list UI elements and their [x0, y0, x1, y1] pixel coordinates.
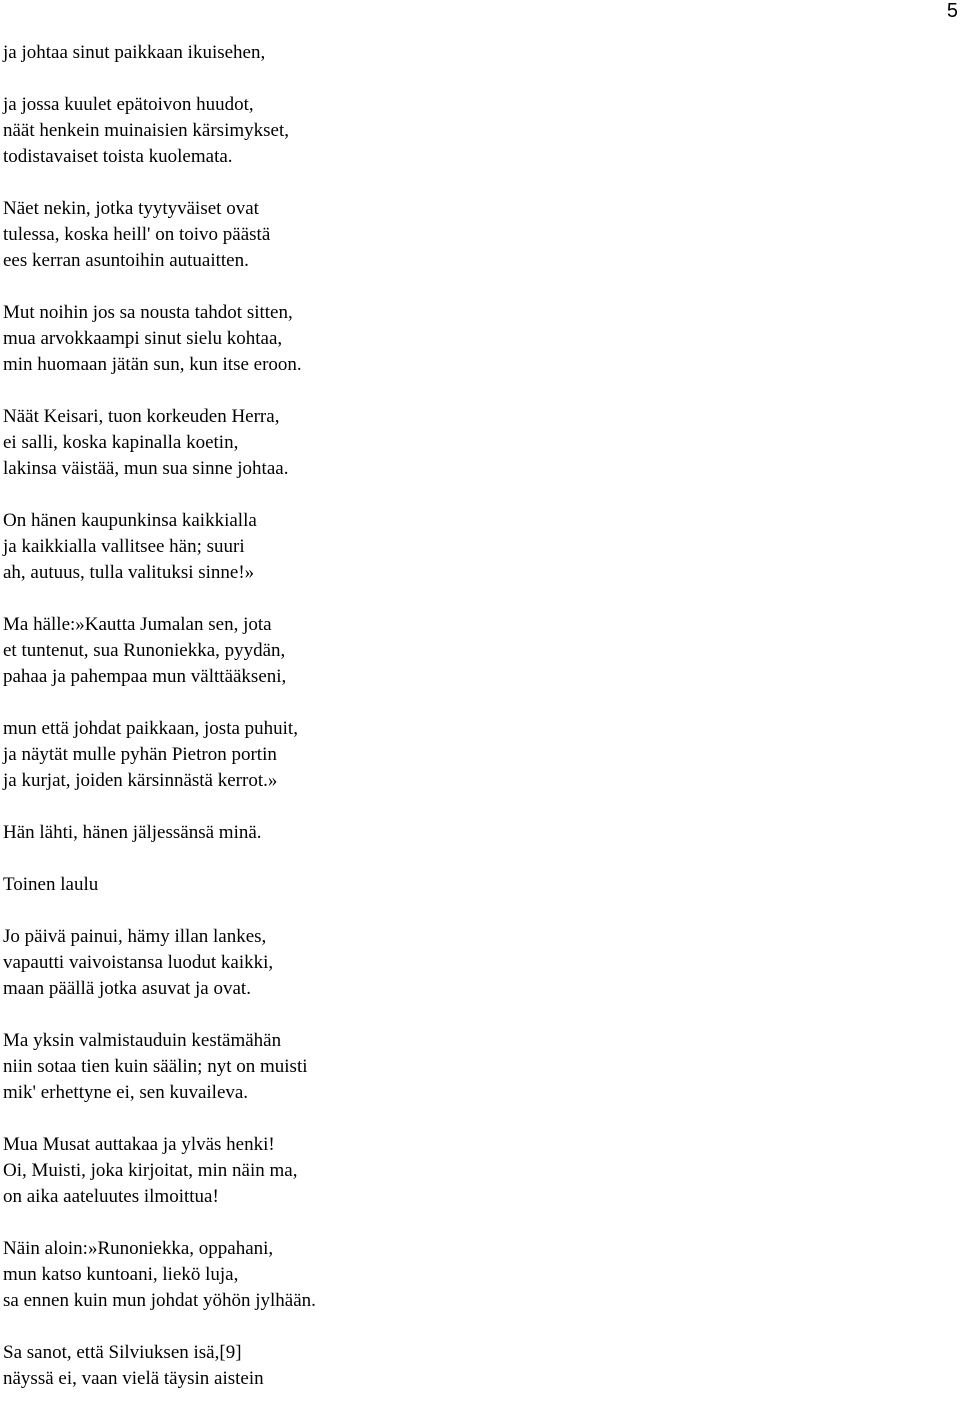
poem-line: ja kaikkialla vallitsee hän; suuri — [3, 536, 245, 557]
stanza — [3, 300, 903, 378]
poem-line: Näät Keisari, tuon korkeuden Herra, — [3, 406, 280, 427]
poem-line: Ma hälle:»Kautta Jumalan sen, jota — [3, 614, 272, 635]
poem-line: ees kerran asuntoihin autuaitten. — [3, 250, 249, 271]
stanza — [3, 196, 903, 274]
poem-line: Hän lähti, hänen jäljessänsä minä. — [3, 822, 262, 843]
stanza — [3, 1340, 903, 1392]
poem-line: todistavaiset toista kuolemata. — [3, 146, 233, 167]
poem-line: pahaa ja pahempaa mun välttääkseni, — [3, 666, 287, 687]
poem-line: et tuntenut, sua Runoniekka, pyydän, — [3, 640, 286, 661]
poem-line: Mua Musat auttakaa ja ylväs henki! — [3, 1134, 275, 1155]
poem-line: sa ennen kuin mun johdat yöhön jylhään. — [3, 1290, 316, 1311]
stanza — [3, 508, 903, 586]
poem-line: Toinen laulu — [3, 874, 99, 895]
poem-line: lakinsa väistää, mun sua sinne johtaa. — [3, 458, 289, 479]
poem-line: mun katso kuntoani, liekö luja, — [3, 1264, 239, 1285]
poem-line: niin sotaa tien kuin säälin; nyt on muisti — [3, 1056, 308, 1077]
stanza — [3, 872, 903, 898]
poem-line: Sa sanot, että Silviuksen isä,[9] — [3, 1342, 242, 1363]
stanza — [3, 1236, 903, 1314]
poem-line: ja näytät mulle pyhän Pietron portin — [3, 744, 277, 765]
poem-line: näyssä ei, vaan vielä täysin aistein — [3, 1368, 264, 1389]
poem-line: Ma yksin valmistauduin kestämähän — [3, 1030, 282, 1051]
poem-line: On hänen kaupunkinsa kaikkialla — [3, 510, 257, 531]
poem-line: on aika aateluutes ilmoittua! — [3, 1186, 219, 1207]
stanza — [3, 40, 903, 66]
poem-line: ja jossa kuulet epätoivon huudot, — [3, 94, 254, 115]
poem-line: Jo päivä painui, hämy illan lankes, — [3, 926, 267, 947]
poem-line: maan päällä jotka asuvat ja ovat. — [3, 978, 251, 999]
poem-line: ja johtaa sinut paikkaan ikuisehen, — [3, 42, 266, 63]
poem-line: ei salli, koska kapinalla koetin, — [3, 432, 239, 453]
page-number: 5 — [946, 0, 958, 22]
stanza — [3, 1132, 903, 1210]
poem-line: Mut noihin jos sa nousta tahdot sitten, — [3, 302, 293, 323]
stanza — [3, 404, 903, 482]
stanza — [3, 612, 903, 690]
poem-line: ah, autuus, tulla valituksi sinne!» — [3, 562, 255, 583]
poem-line: Näin aloin:»Runoniekka, oppahani, — [3, 1238, 274, 1259]
poem-line: näät henkein muinaisien kärsimykset, — [3, 120, 289, 141]
poem-text — [3, 40, 903, 1418]
stanza — [3, 820, 903, 846]
poem-line: tulessa, koska heill' on toivo päästä — [3, 224, 271, 245]
stanza — [3, 924, 903, 1002]
poem-line: ja kurjat, joiden kärsinnästä kerrot.» — [3, 770, 278, 791]
stanza — [3, 92, 903, 170]
poem-line: Näet nekin, jotka tyytyväiset ovat — [3, 198, 259, 219]
poem-line: vapautti vaivoistansa luodut kaikki, — [3, 952, 274, 973]
poem-line: mun että johdat paikkaan, josta puhuit, — [3, 718, 298, 739]
stanza — [3, 716, 903, 794]
poem-line: mua arvokkaampi sinut sielu kohtaa, — [3, 328, 283, 349]
poem-line: min huomaan jätän sun, kun itse eroon. — [3, 354, 302, 375]
poem-line: Oi, Muisti, joka kirjoitat, min näin ma, — [3, 1160, 298, 1181]
poem-line: mik' erhettyne ei, sen kuvaileva. — [3, 1082, 249, 1103]
stanza — [3, 1028, 903, 1106]
